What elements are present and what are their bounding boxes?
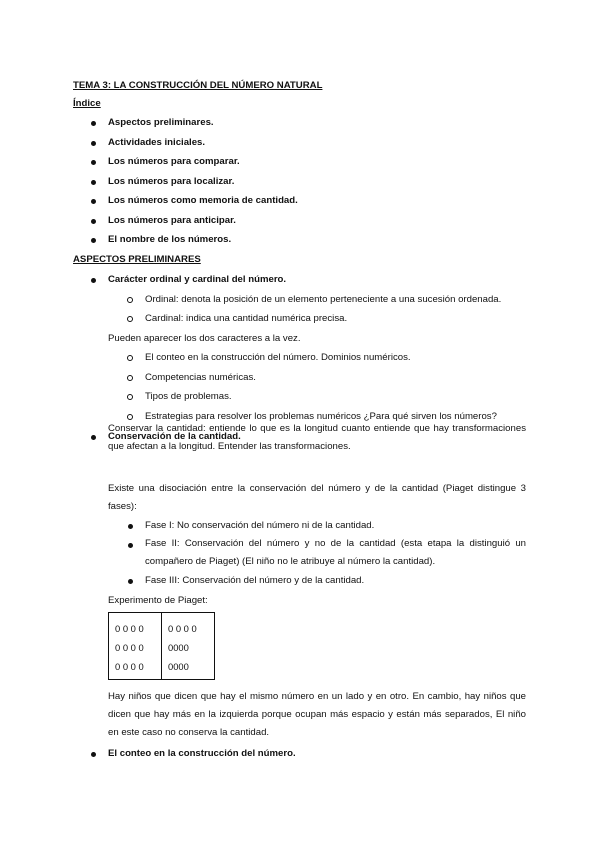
- table-cell: 0000: [168, 642, 189, 653]
- paragraph: Conservar la cantidad: entiende lo que es la longitud cuanto entiende que hay transformaciones que afectan a la longitud. Entender las transformaciones.: [108, 423, 526, 452]
- phase-item: Fase I: No conservación del número ni de la cantidad.: [145, 520, 375, 531]
- right-column: [162, 613, 215, 680]
- bullet-icon: [128, 524, 133, 529]
- subsection-heading-conservacion: Conservación de la cantidad.: [108, 431, 241, 442]
- index-item: Los números para comparar.: [108, 156, 240, 167]
- bullet-icon: [91, 199, 96, 204]
- sub-item: Estrategias para resolver los problemas numéricos ¿Para qué sirven los números?: [145, 411, 497, 422]
- sub-item: Ordinal: denota la posición de un elemento perteneciente a una sucesión ordenada.: [145, 294, 502, 305]
- bullet-icon: [91, 180, 96, 185]
- sub-item: Competencias numéricas.: [145, 372, 256, 383]
- index-item: Los números como memoria de cantidad.: [108, 195, 298, 206]
- bullet-icon: [91, 141, 96, 146]
- phase-item: Fase III: Conservación del número y de la cantidad.: [145, 575, 365, 586]
- table-cell: 0 0 0 0: [115, 642, 144, 653]
- table-cell: 0000: [168, 661, 189, 672]
- sub-item: Tipos de problemas.: [145, 391, 232, 402]
- bullet-icon: [128, 579, 133, 584]
- sub-item: El conteo en la construcción del número. Dominios numéricos.: [145, 352, 411, 363]
- circle-bullet-icon: [127, 316, 133, 322]
- circle-bullet-icon: [127, 355, 133, 361]
- index-item: Actividades iniciales.: [108, 137, 206, 148]
- experiment-table: [108, 612, 215, 680]
- bullet-icon: [91, 121, 96, 126]
- bullet-icon: [128, 543, 133, 548]
- bullet-icon: [91, 278, 96, 283]
- table-cell: 0 0 0 0: [115, 623, 144, 634]
- circle-bullet-icon: [127, 394, 133, 400]
- bullet-icon: [91, 238, 96, 243]
- phase-item: Fase II: Conservación del número y no de la cantidad (esta etapa la distinguió un compañero de Piaget) (El niño no le atribuye al número la cantidad).: [145, 538, 526, 567]
- index-heading: Índice: [73, 98, 101, 109]
- bullet-icon: [91, 435, 96, 440]
- circle-bullet-icon: [127, 375, 133, 381]
- sub-item: Cardinal: indica una cantidad numérica precisa.: [145, 313, 348, 324]
- paragraph: Hay niños que dicen que hay el mismo número en un lado y en otro. En cambio, hay niños que dicen que hay más en la izquierda porque ocupan más espacio y están más separados, El niño en este caso no conserva la cantidad.: [108, 691, 526, 738]
- note-text: Pueden aparecer los dos caracteres a la vez.: [108, 333, 301, 344]
- paragraph: Existe una disociación entre la conservación del número y de la cantidad (Piaget distingue 3 fases):: [108, 483, 526, 512]
- circle-bullet-icon: [127, 297, 133, 303]
- bullet-icon: [91, 219, 96, 224]
- table-cell: 0 0 0 0: [168, 623, 197, 634]
- subsection-heading-caracter: Carácter ordinal y cardinal del número.: [108, 274, 287, 285]
- index-item: El nombre de los números.: [108, 234, 232, 245]
- section-heading: ASPECTOS PRELIMINARES: [73, 254, 201, 265]
- experiment-label: Experimento de Piaget:: [108, 595, 208, 606]
- subsection-heading-conteo: El conteo en la construcción del número.: [108, 748, 296, 759]
- left-column: [109, 613, 162, 680]
- index-item: Los números para localizar.: [108, 176, 235, 187]
- table-cell: 0 0 0 0: [115, 661, 144, 672]
- index-item: Aspectos preliminares.: [108, 117, 214, 128]
- index-item: Los números para anticipar.: [108, 215, 236, 226]
- bullet-icon: [91, 752, 96, 757]
- bullet-icon: [91, 160, 96, 165]
- document-title: TEMA 3: LA CONSTRUCCIÓN DEL NÚMERO NATURAL: [73, 80, 323, 91]
